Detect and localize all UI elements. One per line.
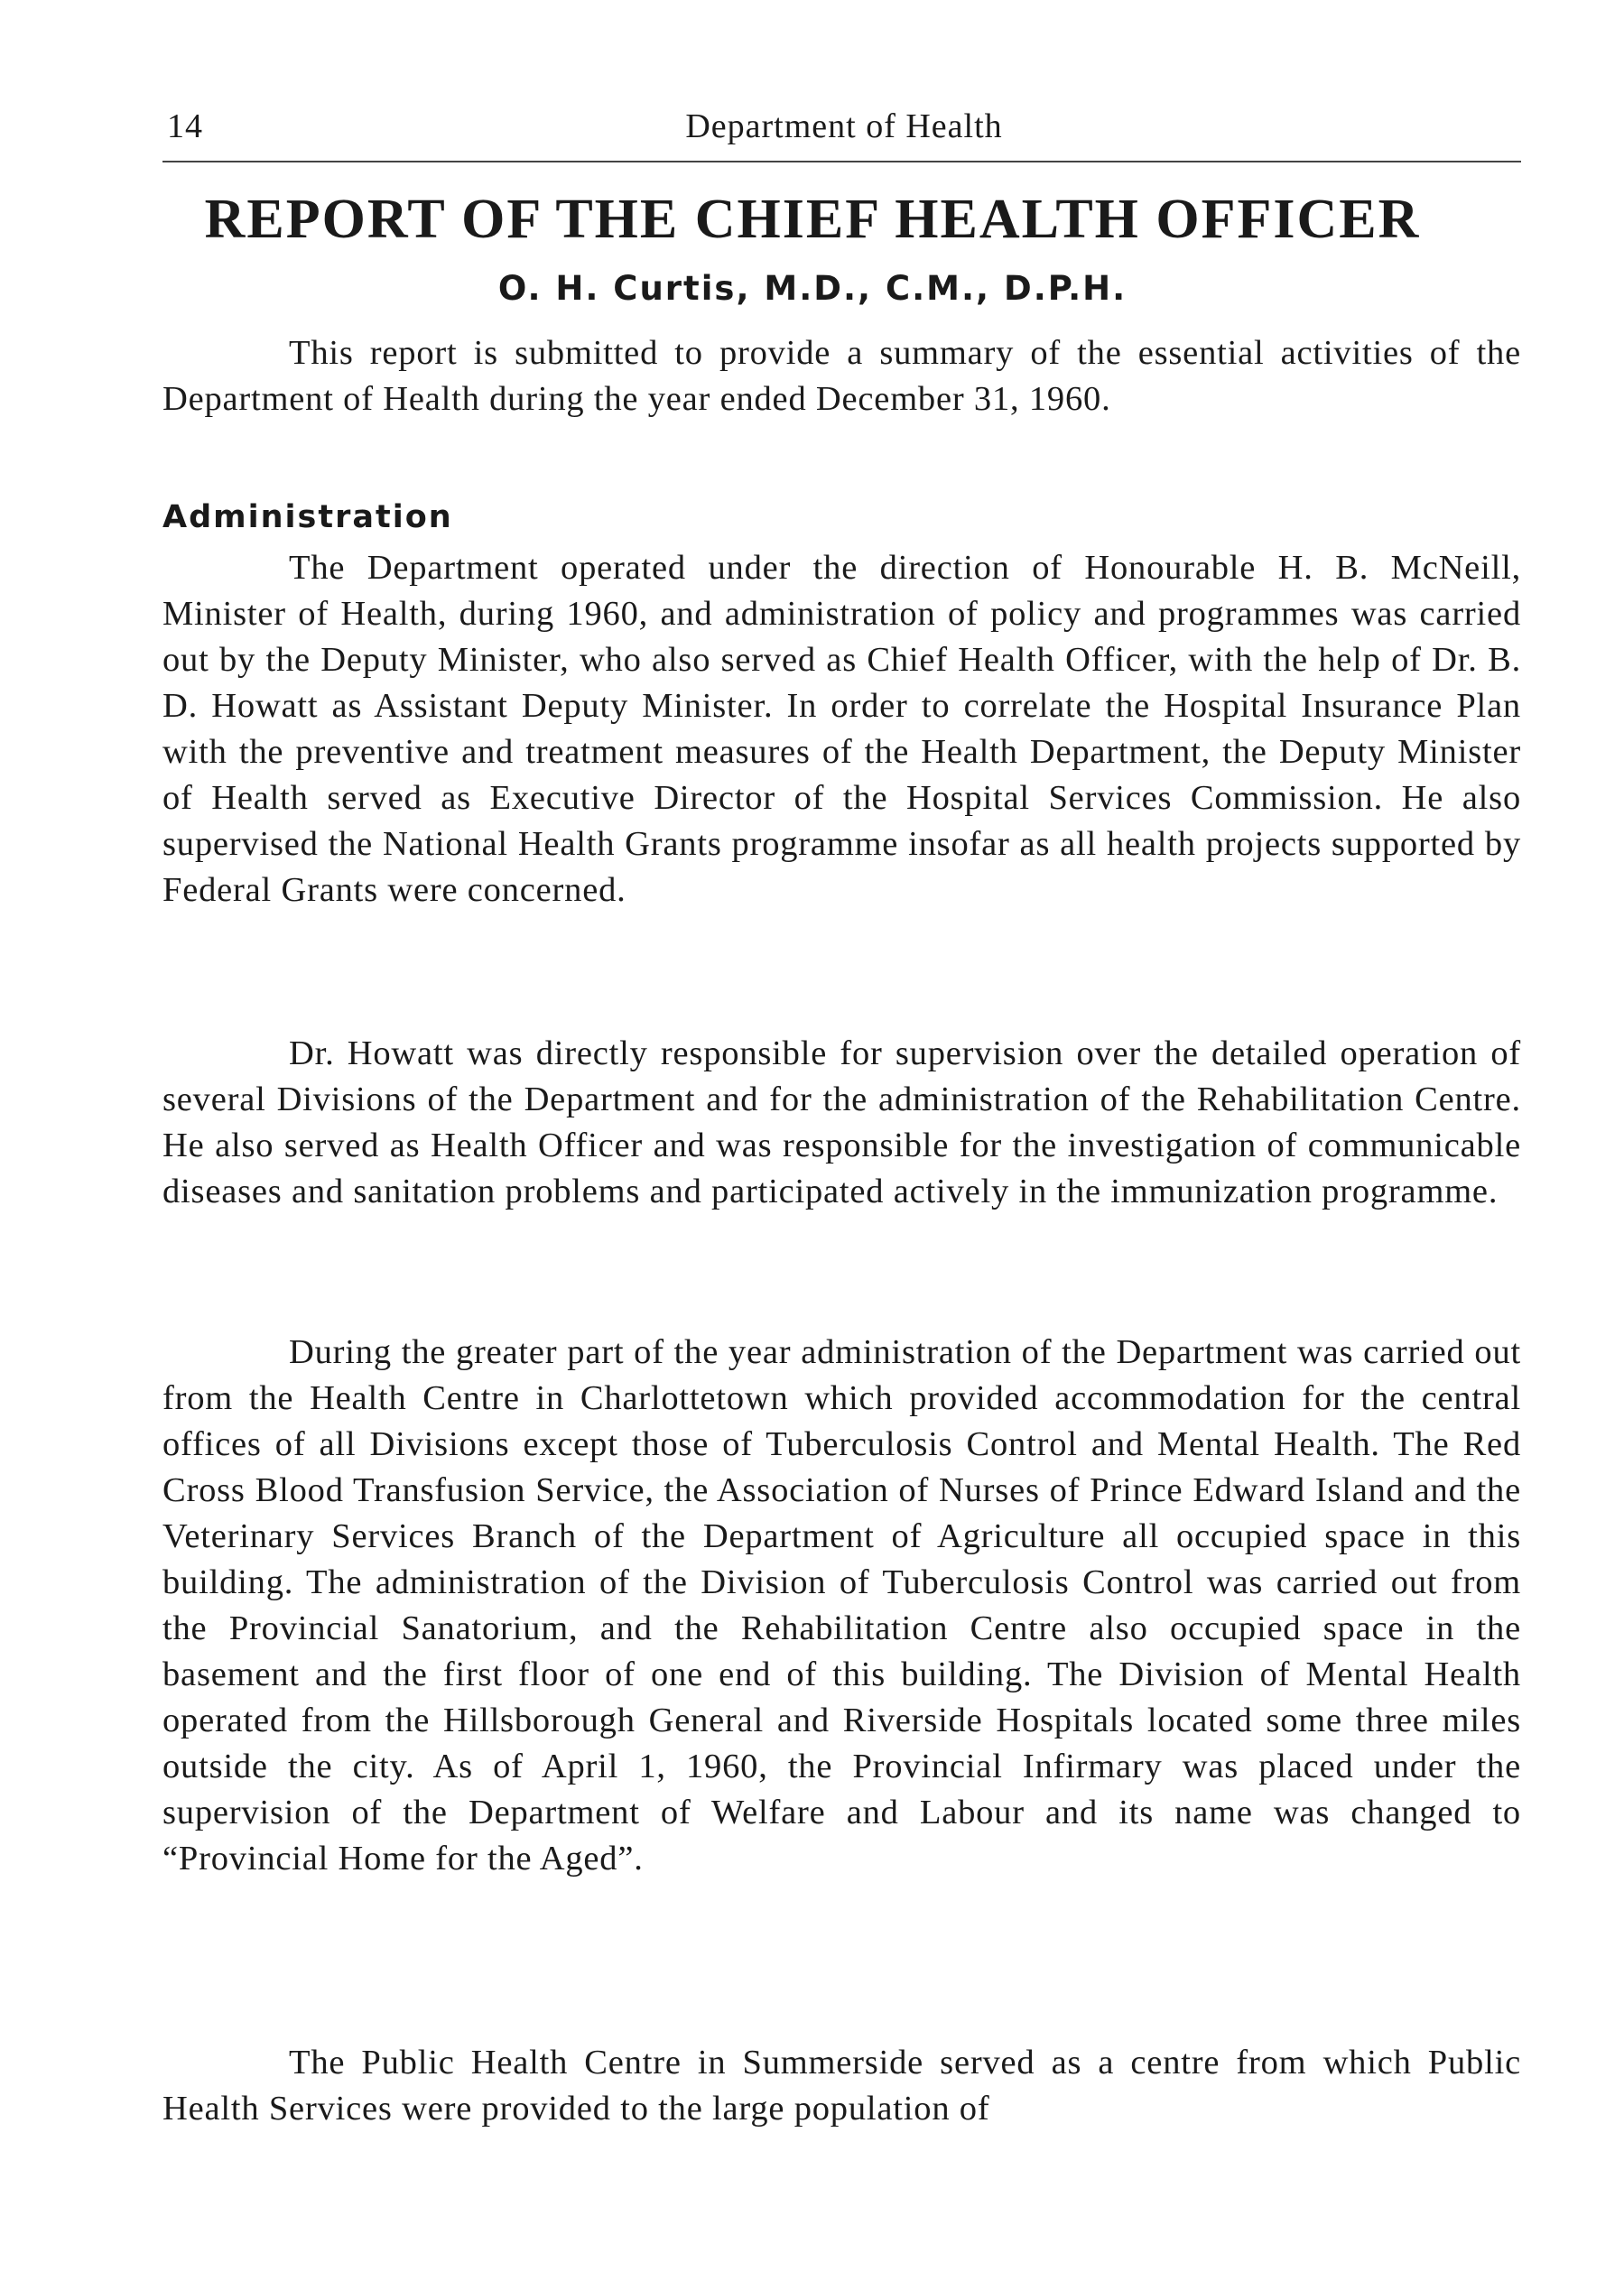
section-heading: Administration bbox=[162, 499, 453, 535]
body-paragraph: The Public Health Centre in Summerside served as a centre from which Public Health Services were provided to the large population of bbox=[162, 2044, 1521, 2128]
running-title: Department of Health bbox=[685, 107, 1003, 145]
body-paragraph: Dr. Howatt was directly responsible for supervision over the detailed operation of several Divisions of the Department and for the administration of the Rehabilitation Centre. He also served as Health Officer and was responsible for the investigation of communicable diseases and sanitation problems and participated actively in the immunization programme. bbox=[162, 1034, 1521, 1210]
intro-paragraph: This report is submitted to provide a summary of the essential activities of the Department of Health during the year ended December 31, 1960. bbox=[162, 334, 1521, 418]
running-header bbox=[167, 107, 1521, 161]
report-author: O. H. Curtis, M.D., C.M., D.P.H. bbox=[497, 269, 1128, 308]
header-rule bbox=[162, 161, 1521, 162]
page-number: 14 bbox=[167, 107, 203, 145]
body-paragraph: The Department operated under the direction of Honourable H. B. McNeill, Minister of Health, during 1960, and administration of policy and programmes was carried out by the Deputy Minister, who also served as Chief Health Officer, with the help of Dr. B. D. Howatt as Assistant Deputy Minister. In order to correlate the Hospital Insurance Plan with the preventive and treatment measures of the Health Department, the Deputy Minister of Health served as Executive Director of the Hospital Services Commission. He also supervised the National Health Grants programme insofar as all health projects supported by Federal Grants were concerned. bbox=[162, 549, 1521, 909]
report-title: REPORT OF THE CHIEF HEALTH OFFICER bbox=[204, 189, 1421, 250]
body-paragraph: During the greater part of the year administration of the Department was carried out from the Health Centre in Charlottetown which provided accommodation for the central offices of all Divisions except those of Tuberculosis Control and Mental Health. The Red Cross Blood Transfusion Service, the Association of Nurses of Prince Edward Island and the Veterinary Services Branch of the Department of Agriculture all occupied space in this building. The administration of the Division of Tuberculosis Control was carried out from the Provincial Sanatorium, and the Rehabilitation Centre also occupied space in the basement and the first floor of one end of this building. The Division of Mental Health operated from the Hillsborough General and Riverside Hospitals located some three miles outside the city. As of April 1, 1960, the Provincial Infirmary was placed under the supervision of the Department of Welfare and Labour and its name was changed to “Provincial Home for the Aged”. bbox=[162, 1333, 1521, 1878]
